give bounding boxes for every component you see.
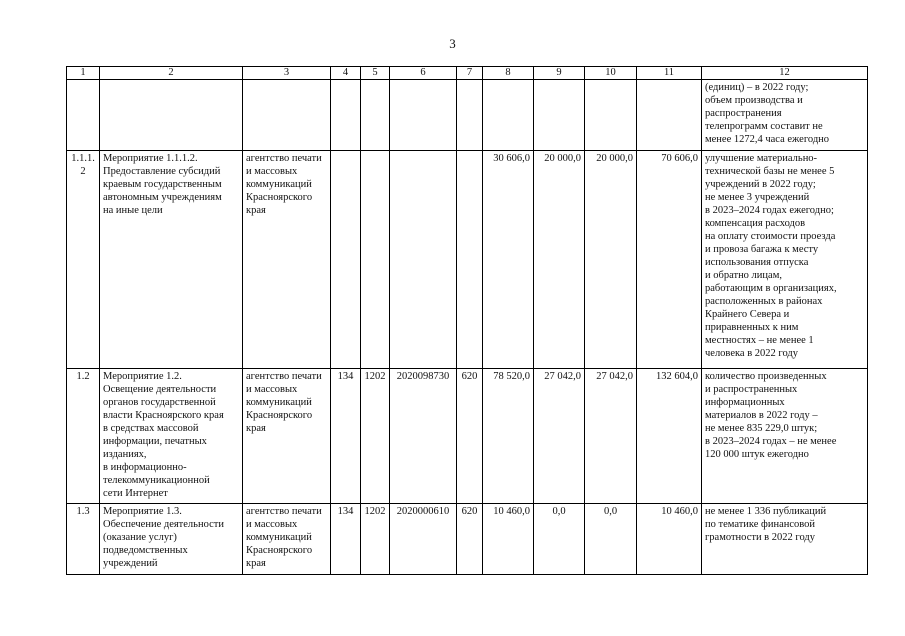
header-cell-1: 1: [67, 67, 100, 80]
cell-executor: агентство печати и массовых коммуникаций Красноярского края: [243, 504, 331, 575]
cell-amount-total: 70 606,0: [637, 151, 702, 369]
cell-amount-2024: [585, 80, 637, 151]
cell-vr: 620: [457, 369, 483, 504]
cell-amount-2023: 27 042,0: [534, 369, 585, 504]
cell-number: 1.3: [67, 504, 100, 575]
cell-activity: Мероприятие 1.1.1.2. Предоставление субсидий краевым государственным автономным учреждениям на иные цели: [100, 151, 243, 369]
cell-amount-2024: 0,0: [585, 504, 637, 575]
header-cell-6: 6: [390, 67, 457, 80]
cell-result: (единиц) – в 2022 году; объем производства и распространения телепрограмм составит не менее 1272,4 часа ежегодно: [702, 80, 868, 151]
cell-result: количество произведенных и распространенных информационных материалов в 2022 году – не менее 835 229,0 штук; в 2023–2024 годах – не менее 120 000 штук ежегодно: [702, 369, 868, 504]
cell-activity: [100, 80, 243, 151]
cell-executor: [243, 80, 331, 151]
table-row: [67, 369, 868, 504]
cell-vr: [457, 80, 483, 151]
header-cell-4: 4: [331, 67, 361, 80]
program-activities-table: [66, 66, 868, 575]
cell-number: 1.1.1.2: [67, 151, 100, 369]
cell-amount-2022: 10 460,0: [483, 504, 534, 575]
cell-amount-2023: [534, 80, 585, 151]
cell-rzpr: [361, 80, 390, 151]
table-row: [67, 504, 868, 575]
header-cell-8: 8: [483, 67, 534, 80]
page-number: 3: [449, 36, 456, 51]
header-cell-3: 3: [243, 67, 331, 80]
header-cell-2: 2: [100, 67, 243, 80]
cell-grbs: [331, 80, 361, 151]
cell-amount-total: 132 604,0: [637, 369, 702, 504]
cell-grbs: [331, 151, 361, 369]
table-row: [67, 80, 868, 151]
cell-amount-total: [637, 80, 702, 151]
cell-result: улучшение материально- технической базы не менее 5 учреждений в 2022 году; не менее 3 учреждений в 2023–2024 годах ежегодно; компенсация расходов на оплату стоимости проезда и провоза багажа к месту использования отпуска и обратно лицам, работающим в организациях, расположенных в районах Крайнего Севера и приравненных к ним местностях – не менее 1 человека в 2022 году: [702, 151, 868, 369]
cell-vr: [457, 151, 483, 369]
cell-csr: [390, 80, 457, 151]
cell-number: [67, 80, 100, 151]
cell-activity: Мероприятие 1.2. Освещение деятельности органов государственной власти Красноярского края в средствах массовой информации, печатных изданиях, в информационно- телекоммуникационной сети Интернет: [100, 369, 243, 504]
cell-amount-2024: 27 042,0: [585, 369, 637, 504]
cell-amount-2022: 78 520,0: [483, 369, 534, 504]
cell-vr: 620: [457, 504, 483, 575]
cell-grbs: 134: [331, 504, 361, 575]
header-cell-10: 10: [585, 67, 637, 80]
cell-executor: агентство печати и массовых коммуникаций Красноярского края: [243, 369, 331, 504]
header-cell-7: 7: [457, 67, 483, 80]
header-cell-5: 5: [361, 67, 390, 80]
cell-rzpr: 1202: [361, 504, 390, 575]
cell-rzpr: 1202: [361, 369, 390, 504]
cell-result: не менее 1 336 публикаций по тематике финансовой грамотности в 2022 году: [702, 504, 868, 575]
cell-csr: [390, 151, 457, 369]
cell-rzpr: [361, 151, 390, 369]
header-cell-12: 12: [702, 67, 868, 80]
cell-amount-2022: [483, 80, 534, 151]
cell-amount-2024: 20 000,0: [585, 151, 637, 369]
cell-executor: агентство печати и массовых коммуникаций Красноярского края: [243, 151, 331, 369]
cell-csr: 2020000610: [390, 504, 457, 575]
header-row: [67, 67, 868, 80]
header-cell-9: 9: [534, 67, 585, 80]
cell-amount-total: 10 460,0: [637, 504, 702, 575]
cell-activity: Мероприятие 1.3. Обеспечение деятельности (оказание услуг) подведомственных учреждений: [100, 504, 243, 575]
cell-csr: 2020098730: [390, 369, 457, 504]
table-row: [67, 151, 868, 369]
cell-amount-2023: 20 000,0: [534, 151, 585, 369]
cell-amount-2022: 30 606,0: [483, 151, 534, 369]
cell-grbs: 134: [331, 369, 361, 504]
cell-number: 1.2: [67, 369, 100, 504]
cell-amount-2023: 0,0: [534, 504, 585, 575]
header-cell-11: 11: [637, 67, 702, 80]
